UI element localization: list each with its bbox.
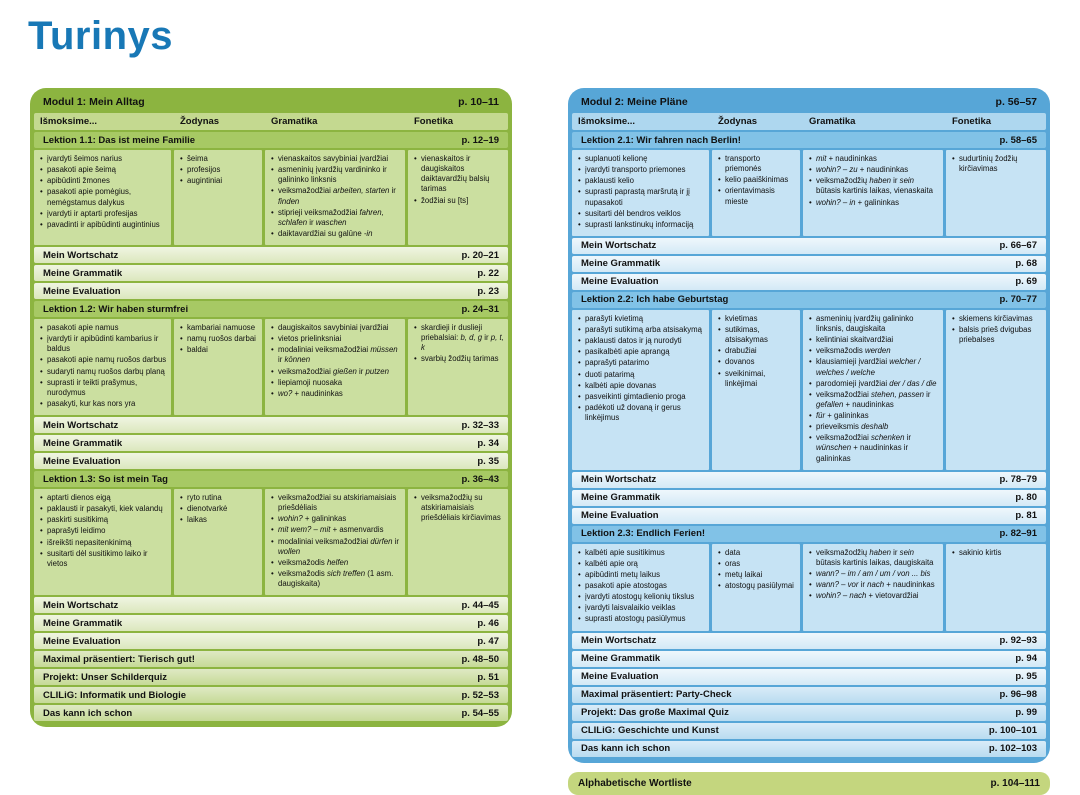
column-header-gramatika: Gramatika [271,116,318,127]
toc-bullet-item: • skiemens kirčiavimas [952,314,1042,324]
sub-label: Mein Wortschatz [43,599,119,611]
toc-bullet-item: • sudaryti namų ruošos darbų planą [40,367,167,377]
toc-bullet-item: • skardieji ir duslieji priebalsiai: b, d, g ir p, t, k [414,323,504,353]
toc-bullet-item: • prieveiksmis deshalb [809,422,939,432]
page-number: p. 51 [477,671,499,683]
toc-bullet-item: • wo? + naudininkas [271,389,401,399]
sub-row [572,508,1046,524]
lektion-row [34,132,508,148]
toc-bullet-item: • pasakoti apie namus [40,323,167,333]
page-title: Turinys [28,14,174,58]
toc-bullet-item: • veiksmažodžiai stehen, passen ir gefallen + naudininkas [809,390,939,410]
content-cell-ismoksime [34,489,171,595]
toc-bullet-item: • veiksmažodžių haben ir sein būtasis kartinis laikas, daugiskaita [809,548,939,568]
lektion-label: Lektion 1.3: So ist mein Tag [43,473,168,485]
special-label: CLILiG: Geschichte und Kunst [581,725,719,736]
content-row [34,150,508,245]
sub-label: Meine Grammatik [43,437,123,449]
toc-bullet-item: • išreikšti nepasitenkinimą [40,538,167,548]
toc-bullet-item: • wann? – vor ir nach + naudininkas [809,580,939,590]
special-label: Maximal präsentiert: Party-Check [581,689,732,700]
toc-bullet-item: • laikas [180,515,258,525]
sub-row [572,669,1046,685]
content-cell-fonetika [408,489,508,595]
page-number: p. 82–91 [999,528,1037,540]
lektion-row [34,471,508,487]
toc-bullet-item: • parašyti kvietimą [578,314,705,324]
sub-row [572,238,1046,254]
special-label: Das kann ich schon [581,743,671,754]
toc-bullet-item: • žodžiai su [ts] [414,196,504,206]
toc-bullet-item: • pasakoti apie namų ruošos darbus [40,355,167,365]
content-cell-ismoksime [34,319,171,415]
page-number: p. 66–67 [999,240,1037,252]
sub-label: Meine Evaluation [43,455,121,467]
sub-row [572,472,1046,488]
special-label: CLILiG: Informatik und Biologie [43,689,187,701]
toc-bullet-item: • wohin? – in + galininkas [809,198,939,208]
page-number: p. 81 [1015,510,1037,522]
toc-bullet-item: • modaliniai veiksmažodžiai müssen ir können [271,345,401,365]
toc-bullet-item: • oras [718,559,796,569]
toc-bullet-item: • veiksmažodžiai arbeiten, starten ir finden [271,186,401,206]
toc-bullet-item: • vienaskaitos savybiniai įvardžiai [271,154,401,164]
page-number: p. 12–19 [461,134,499,146]
toc-bullet-item: • wohin? – zu + naudininkas [809,165,939,175]
page-number: p. 32–33 [461,419,499,431]
page-number: p. 94 [1015,653,1037,664]
sub-row [572,256,1046,272]
page-number: p. 52–53 [461,689,499,701]
toc-bullet-item: • mit + naudininkas [809,154,939,164]
page-number: p. 100–101 [988,725,1037,736]
sub-row [34,265,508,281]
toc-bullet-item: • apibūdinti metų laikus [578,570,705,580]
toc-bullet-item: • įvardyti šeimos narius [40,154,167,164]
toc-bullet-item: • mit wem? – mit + asmenvardis [271,525,401,535]
toc-bullet-item: • pasakyti, kur kas nors yra [40,399,167,409]
right-column [568,88,1050,795]
lektion-label: Lektion 1.1: Das ist meine Familie [43,134,196,146]
toc-bullet-item: • suprasti ir teikti prašymus, nurodymus [40,378,167,398]
toc-bullet-item: • įvardyti atostogų kelionių tikslus [578,592,705,602]
page-number: p. 48–50 [461,653,499,665]
toc-bullet-item: • transporto priemonės [718,154,796,174]
sub-label: Meine Grammatik [581,492,661,504]
content-cell-gramatika [803,150,943,236]
toc-bullet-item: • paskirti susitikimą [40,515,167,525]
page-number: p. 46 [477,617,499,629]
toc-bullet-item: • paklausti datos ir ją nurodyti [578,336,705,346]
toc-bullet-item: • kelintiniai skaitvardžiai [809,335,939,345]
toc-bullet-item: • parašyti sutikimą arba atsisakymą [578,325,705,335]
toc-bullet-item: • liepiamoji nuosaka [271,378,401,388]
special-row [34,651,508,667]
toc-bullet-item: • sakinio kirtis [952,548,1042,558]
sub-label: Mein Wortschatz [581,474,657,486]
toc-bullet-item: • svarbių žodžių tarimas [414,354,504,364]
page-number: p. 47 [477,635,499,647]
toc-bullet-item: • drabužiai [718,346,796,356]
toc-bullet-item: • veiksmažodis sich treffen (1 asm. daugiskaita) [271,569,401,589]
content-row [572,544,1046,631]
content-cell-ismoksime [34,150,171,245]
lektion-label: Lektion 1.2: Wir haben sturmfrei [43,303,189,315]
toc-bullet-item: • parodomieji įvardžiai der / das / die [809,379,939,389]
sub-row [572,274,1046,290]
toc-bullet-item: • pasakoti apie atostogas [578,581,705,591]
toc-bullet-item: • wohin? + galininkas [271,514,401,524]
toc-bullet-item: • daiktavardžiai su galūne -in [271,229,401,239]
sub-label: Mein Wortschatz [581,635,657,646]
toc-bullet-item: • kalbėti apie susitikimus [578,548,705,558]
toc-bullet-item: • für + galininkas [809,411,939,421]
page-number: p. 80 [1015,492,1037,504]
toc-bullet-item: • dovanos [718,357,796,367]
toc-bullet-item: • kelio paaiškinimas [718,175,796,185]
toc-bullet-item: • dienotvarkė [180,504,258,514]
content-cell-fonetika [946,310,1046,470]
special-label: Projekt: Das große Maximal Quiz [581,707,729,718]
toc-bullet-item: • veiksmažodžių su atskiriamaisiais priešdėliais kirčiavimas [414,493,504,523]
page-number: p. 44–45 [461,599,499,611]
lektion-row [572,132,1046,148]
wortliste-label: Alphabetische Wortliste [578,777,692,789]
toc-bullet-item: • suplanuoti kelionę [578,154,705,164]
toc-bullet-item: • paprašyti patarimo [578,358,705,368]
columns-header-row [34,113,508,130]
content-cell-zodynas [174,489,262,595]
toc-bullet-item: • asmeninių įvardžių vardininko ir galininko linksnis [271,165,401,185]
content-cell-ismoksime [572,310,709,470]
module-header [34,92,508,111]
toc-bullet-item: • paklausti kelio [578,176,705,186]
toc-bullet-item: • atostogų pasiūlymai [718,581,796,591]
page-number: p. 92–93 [999,635,1037,646]
lektion-row [34,301,508,317]
sub-label: Meine Evaluation [43,285,121,297]
sub-row [34,453,508,469]
toc-bullet-item: • sveikinimai, linkėjimai [718,369,796,389]
toc-bullet-item: • veiksmažodis helfen [271,558,401,568]
sub-label: Meine Grammatik [43,267,123,279]
page-number: p. 102–103 [988,743,1037,754]
lektion-row [572,292,1046,308]
toc-bullet-item: • stiprieji veiksmažodžiai fahren, schlafen ir waschen [271,208,401,228]
page-number: p. 23 [477,285,499,297]
toc-bullet-item: • kvietimas [718,314,796,324]
wortliste-row [568,772,1050,795]
sub-label: Meine Grammatik [581,258,661,270]
special-row [572,741,1046,757]
page-number: p. 69 [1015,276,1037,288]
toc-bullet-item: • klausiamieji įvardžiai welcher / welches / welche [809,357,939,377]
toc-bullet-item: • sudurtinių žodžių kirčiavimas [952,154,1042,174]
content-cell-gramatika [265,319,405,415]
lektion-label: Lektion 2.2: Ich habe Geburtstag [581,294,729,306]
toc-bullet-item: • suprasti lankstinukų informaciją [578,220,705,230]
modul-2-panel [568,88,1050,763]
toc-bullet-item: • įvardyti transporto priemones [578,165,705,175]
content-cell-fonetika [408,319,508,415]
content-row [34,319,508,415]
special-row [572,705,1046,721]
module-header-label: Modul 2: Meine Pläne [581,96,688,108]
module-header-label: Modul 1: Mein Alltag [43,96,145,108]
page-number: p. 20–21 [461,249,499,261]
column-header-gramatika: Gramatika [809,116,856,127]
column-header-ismoksime: Išmoksime... [40,116,98,127]
module-panels [30,88,1050,795]
page-number: p. 99 [1015,707,1037,718]
content-cell-ismoksime [572,150,709,236]
column-header-fonetika: Fonetika [414,116,454,127]
column-header-zodynas: Žodynas [718,116,758,127]
page-number: p. 22 [477,267,499,279]
sub-row [34,435,508,451]
sub-row [34,283,508,299]
special-row [34,705,508,721]
toc-bullet-item: • wann? – im / am / um / von ... bis [809,569,939,579]
sub-label: Meine Grammatik [581,653,661,664]
sub-row [34,417,508,433]
page-number: p. 96–98 [999,689,1037,700]
toc-bullet-item: • įvardyti ir apibūdinti kambarius ir baldus [40,334,167,354]
sub-label: Meine Evaluation [581,671,659,682]
content-cell-fonetika [946,150,1046,236]
page-number: p. 36–43 [461,473,499,485]
content-row [34,489,508,595]
lektion-label: Lektion 2.1: Wir fahren nach Berlin! [581,134,741,146]
special-row [572,687,1046,703]
sub-label: Meine Evaluation [581,510,659,522]
toc-bullet-item: • data [718,548,796,558]
toc-bullet-item: • augintiniai [180,176,258,186]
content-row [572,150,1046,236]
special-row [34,669,508,685]
lektion-label: Lektion 2.3: Endlich Ferien! [581,528,706,540]
sub-row [34,615,508,631]
toc-bullet-item: • ryto rutina [180,493,258,503]
toc-bullet-item: • namų ruošos darbai [180,334,258,344]
content-cell-fonetika [946,544,1046,631]
sub-label: Mein Wortschatz [581,240,657,252]
sub-label: Mein Wortschatz [43,249,119,261]
toc-bullet-item: • pasikalbėti apie aprangą [578,347,705,357]
toc-bullet-item: • metų laikai [718,570,796,580]
toc-bullet-item: • veiksmažodžiai schenken ir wünschen + naudininkas ir galininkas [809,433,939,463]
content-row [572,310,1046,470]
toc-bullet-item: • įvardyti ir aptarti profesijas [40,209,167,219]
toc-bullet-item: • asmeninių įvardžių galininko linksnis, daugiskaita [809,314,939,334]
page-number: p. 78–79 [999,474,1037,486]
toc-bullet-item: • aptarti dienos eigą [40,493,167,503]
content-cell-ismoksime [572,544,709,631]
special-label: Maximal präsentiert: Tierisch gut! [43,653,195,665]
toc-bullet-item: • veiksmažodžių haben ir sein būtasis kartinis laikas, vienaskaita [809,176,939,196]
toc-bullet-item: • pasveikinti gimtadienio proga [578,392,705,402]
page-number: p. 68 [1015,258,1037,270]
content-cell-gramatika [803,544,943,631]
content-cell-zodynas [712,310,800,470]
column-header-fonetika: Fonetika [952,116,992,127]
content-cell-zodynas [712,544,800,631]
page-number: p. 24–31 [461,303,499,315]
toc-bullet-item: • šeima [180,154,258,164]
toc-bullet-item: • susitarti dėl susitikimo laiko ir vietos [40,549,167,569]
toc-bullet-item: • suprasti atostogų pasiūlymus [578,614,705,624]
page-number: p. 10–11 [458,96,499,108]
sub-row [572,651,1046,667]
toc-bullet-item: • vietos prielinksniai [271,334,401,344]
toc-bullet-item: • kambariai namuose [180,323,258,333]
page-number: p. 34 [477,437,499,449]
content-cell-fonetika [408,150,508,245]
modul-1-panel [30,88,512,727]
toc-bullet-item: • paprašyti leidimo [40,526,167,536]
toc-bullet-item: • baldai [180,345,258,355]
lektion-row [572,526,1046,542]
special-label: Das kann ich schon [43,707,133,719]
toc-bullet-item: • profesijos [180,165,258,175]
page-number: p. 70–77 [999,294,1037,306]
sub-row [572,490,1046,506]
wortliste-page-number: p. 104–111 [990,777,1040,789]
toc-bullet-item: • padėkoti už dovaną ir gerus linkėjimus [578,403,705,423]
toc-bullet-item: • veiksmažodis werden [809,346,939,356]
page-number: p. 58–65 [999,134,1037,146]
toc-bullet-item: • orientavimasis mieste [718,186,796,206]
toc-bullet-item: • pasakoti apie šeimą [40,165,167,175]
toc-bullet-item: • įvardyti laisvalaikio veiklas [578,603,705,613]
toc-bullet-item: • vienaskaitos ir daugiskaitos daiktavardžių balsių tarimas [414,154,504,195]
sub-row [572,633,1046,649]
toc-bullet-item: • suprasti paprastą maršrutą ir jį nupasakoti [578,187,705,207]
sub-row [34,597,508,613]
special-row [34,687,508,703]
sub-row [34,247,508,263]
content-cell-zodynas [174,150,262,245]
toc-bullet-item: • duoti patarimą [578,370,705,380]
toc-bullet-item: • susitarti dėl bendros veiklos [578,209,705,219]
sub-row [34,633,508,649]
page-number: p. 54–55 [461,707,499,719]
toc-bullet-item: • kalbėti apie orą [578,559,705,569]
page-number: p. 35 [477,455,499,467]
toc-bullet-item: • apibūdinti žmones [40,176,167,186]
toc-bullet-item: • modaliniai veiksmažodžiai dürfen ir wollen [271,537,401,557]
content-cell-gramatika [803,310,943,470]
toc-bullet-item: • wohin? – nach + vietovardžiai [809,591,939,601]
content-cell-zodynas [712,150,800,236]
columns-header-row [572,113,1046,130]
toc-bullet-item: • pasakoti apie pomėgius, nemėgstamus dalykus [40,187,167,207]
column-header-zodynas: Žodynas [180,116,220,127]
toc-bullet-item: • balsis prieš dvigubas priebalses [952,325,1042,345]
toc-bullet-item: • paklausti ir pasakyti, kiek valandų [40,504,167,514]
page-number: p. 56–57 [995,96,1037,108]
sub-label: Meine Grammatik [43,617,123,629]
toc-bullet-item: • kalbėti apie dovanas [578,381,705,391]
special-label: Projekt: Unser Schilderquiz [43,671,168,683]
toc-bullet-item: • pavadinti ir apibūdinti augintinius [40,220,167,230]
sub-label: Meine Evaluation [581,276,659,288]
content-cell-zodynas [174,319,262,415]
toc-bullet-item: • daugiskaitos savybiniai įvardžiai [271,323,401,333]
content-cell-gramatika [265,150,405,245]
toc-bullet-item: • sutikimas, atsisakymas [718,325,796,345]
module-header [572,92,1046,111]
content-cell-gramatika [265,489,405,595]
toc-bullet-item: • veiksmažodžiai su atskiriamaisiais priešdėliais [271,493,401,513]
column-header-ismoksime: Išmoksime... [578,116,636,127]
sub-label: Mein Wortschatz [43,419,119,431]
special-row [572,723,1046,739]
sub-label: Meine Evaluation [43,635,121,647]
toc-bullet-item: • veiksmažodžiai gießen ir putzen [271,367,401,377]
page-number: p. 95 [1015,671,1037,682]
